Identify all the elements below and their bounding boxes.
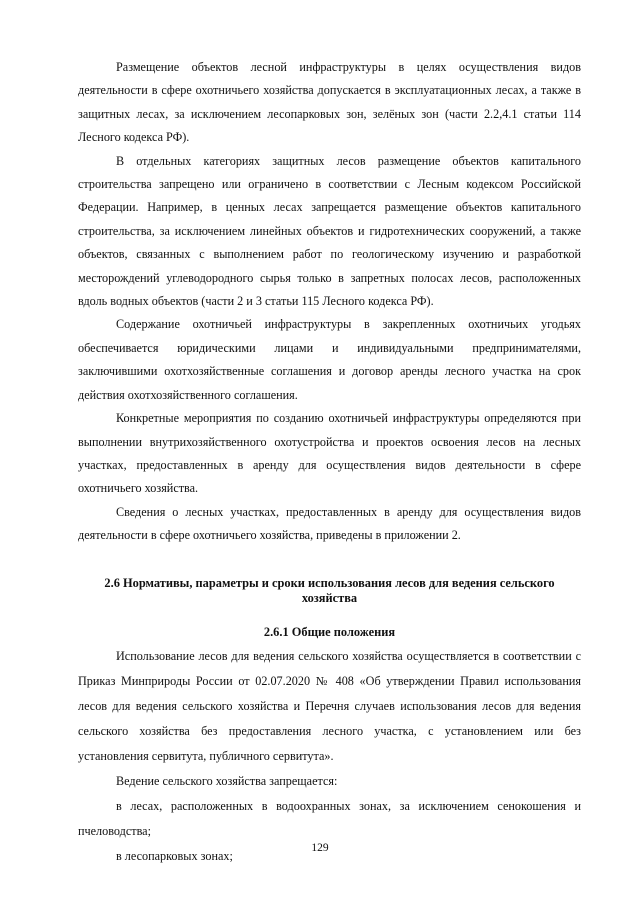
paragraph-specific-measures: Конкретные мероприятия по созданию охотничьей инфраструктуры определяются при выполнении внутрихозяйственного охотустройства и проектов освоения лесов на лесных участках, предоставленных в аренду для осуществления видов деятельности в сфере охотничьего хозяйства. (78, 411, 581, 496)
paragraph-prohibition-intro: Ведение сельского хозяйства запрещается: (116, 773, 338, 788)
document-page (78, 56, 581, 869)
paragraph-prohibition-park-zones: в лесопарковых зонах; (116, 848, 233, 863)
paragraph-lease-info: Сведения о лесных участках, предоставленных в аренду для осуществления видов деятельности в сфере охотничьего хозяйства, приведены в приложении 2. (78, 504, 581, 543)
section-heading: 2.6 Нормативы, параметры и сроки использования лесов для ведения сельского хозяйства (104, 575, 555, 605)
paragraph-prohibition-water-zones: в лесах, расположенных в водоохранных зонах, за исключением сенокошения и пчеловодства; (78, 798, 581, 838)
paragraph-infrastructure-placement: Размещение объектов лесной инфраструктуры в целях осуществления видов деятельности в сфере охотничьего хозяйства допускается в эксплуатационных лесах, а также в защитных лесах, за исключением лесопарковых зон, зелёных зон (части 2.2,4.1 статьи 114 Лесного кодекса РФ). (78, 60, 581, 145)
sub-heading: 2.6.1 Общие положения (263, 624, 396, 639)
page-number: 129 (311, 842, 329, 854)
paragraph-capital-construction: В отдельных категориях защитных лесов размещение объектов капитального строительства запрещено или ограничено в соответствии с Лесным кодексом Российской Федерации. Например, в ценных лесах запрещается размещение объектов капитального строительства, за исключением линейных объектов и гидротехнических сооружений, а также объектов, связанных с выполнением работ по геологическому изучению и разработкой месторождений углеводородного сырья только в запретных полосах лесов, расположенных вдоль водных объектов (части 2 и 3 статьи 115 Лесного кодекса РФ). (78, 153, 581, 309)
paragraph-agriculture-use: Использование лесов для ведения сельского хозяйства осуществляется в соответствии с Приказ Минприроды России от 02.07.2020 № 408 «Об утверждении Правил использования лесов для ведения сельского хозяйства и Перечня случаев использования лесов для ведения сельского хозяйства без предоставления лесного участка, с установлением или без установления сервитута, публичного сервитута». (78, 648, 581, 763)
paragraph-infrastructure-maintenance: Содержание охотничьей инфраструктуры в закрепленных охотничьих угодьях обеспечивается юридическими лицами и индивидуальными предпринимателями, заключившими охотхозяйственные соглашения и договор аренды лесного участка на срок действия охотхозяйственного соглашения. (78, 317, 581, 402)
